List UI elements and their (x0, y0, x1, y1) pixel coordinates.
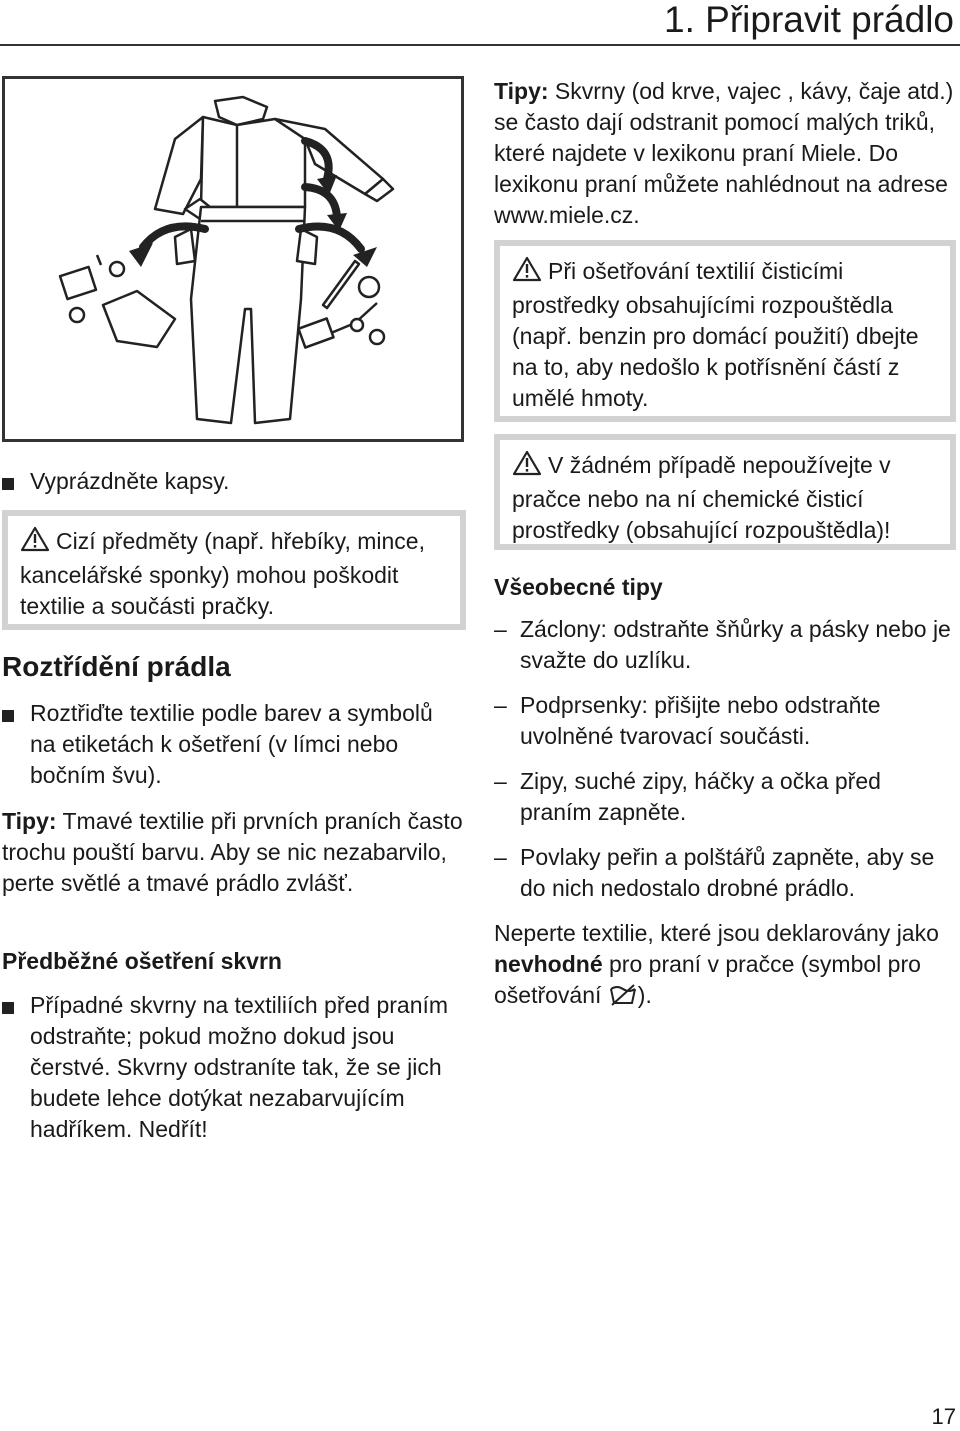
clothing-pockets-icon (5, 79, 461, 439)
note-text: ). (637, 982, 652, 1008)
note-emphasis: nevhodné (494, 951, 603, 977)
tips-label: Tipy: (494, 78, 549, 104)
pretreat-heading: Předběžné ošetření skvrn (2, 948, 282, 974)
solvent-warning-box (494, 240, 956, 422)
dark-textiles-tip (2, 806, 464, 899)
page-title: 1. Připravit prádlo (664, 0, 954, 40)
pretreat-bullet (2, 990, 464, 1145)
unsuitable-textiles-note (494, 918, 956, 1015)
sorting-heading: Roztřídění prádla (2, 651, 231, 682)
tips-label: Tipy: (2, 808, 57, 834)
tip-text: Skvrny (od krve, vajec , kávy, čaje atd.) se často dají odstranit pomocí malých triků, které najdete v lexikonu praní Miele. Do lexikonu praní můžete nahlédnout na adrese www.miele.cz. (494, 78, 954, 228)
warning-text: Cizí předměty (např. hřebíky, mince, kancelářské sponky) mohou poškodit textilie a součásti pračky. (20, 528, 425, 619)
chemical-warning-box (494, 434, 956, 550)
bullet-text: Případné skvrny na textiliích před praním odstraňte; pokud možno dokud jsou čerstvé. Skvrny odstraníte tak, že se jich budete lehce dotýkat nezabarvujícím hadříkem. Nedřít! (2, 990, 464, 1145)
foreign-objects-warning-box (2, 510, 466, 630)
warning-icon (20, 526, 50, 560)
note-text: pro praní v pračce (symbol pro ošetřování (494, 951, 921, 1008)
stains-tip (494, 76, 956, 231)
warning-text: Při ošetřování textilií čisticími prostředky obsahujícími rozpouštědla (např. benzin pro domácí použití) dbejte na to, aby nedošlo k potřísnění částí z umělé hmoty. (512, 258, 919, 411)
note-text: Neperte textilie, které jsou deklarovány jako (494, 920, 939, 946)
do-not-wash-icon (608, 983, 638, 1015)
general-tips-list (494, 614, 956, 904)
general-tips-heading: Všeobecné tipy (494, 574, 663, 600)
list-item: – Povlaky peřin a polštářů zapněte, aby se do nich nedostalo drobné prádlo. (494, 842, 956, 904)
list-item: – Záclony: odstraňte šňůrky a pásky nebo je svažte do uzlíku. (494, 614, 956, 676)
tip-text: Tmavé textilie při prvních praních často trochu pouští barvu. Aby se nic nezabarvilo, perte světlé a tmavé prádlo zvlášť. (2, 808, 463, 896)
list-item: – Podprsenky: přišijte nebo odstraňte uvolněné tvarovací součásti. (494, 690, 956, 752)
header-divider (0, 44, 960, 46)
bullet-text: Roztřiďte textilie podle barev a symbolů na etiketách k ošetření (v límci nebo bočním švu). (2, 698, 464, 791)
warning-icon (512, 256, 542, 290)
list-item: – Zipy, suché zipy, háčky a očka před praním zapněte. (494, 766, 956, 828)
bullet-text: Vyprázdněte kapsy. (2, 466, 464, 497)
page-number: 17 (931, 1404, 956, 1429)
warning-text: V žádném případě nepoužívejte v pračce nebo na ní chemické čisticí prostředky (obsahující rozpouštědla)! (512, 452, 891, 543)
sorting-bullet (2, 698, 464, 791)
empty-pockets-bullet (2, 466, 464, 497)
empty-pockets-illustration (2, 76, 464, 442)
warning-icon (512, 450, 542, 484)
